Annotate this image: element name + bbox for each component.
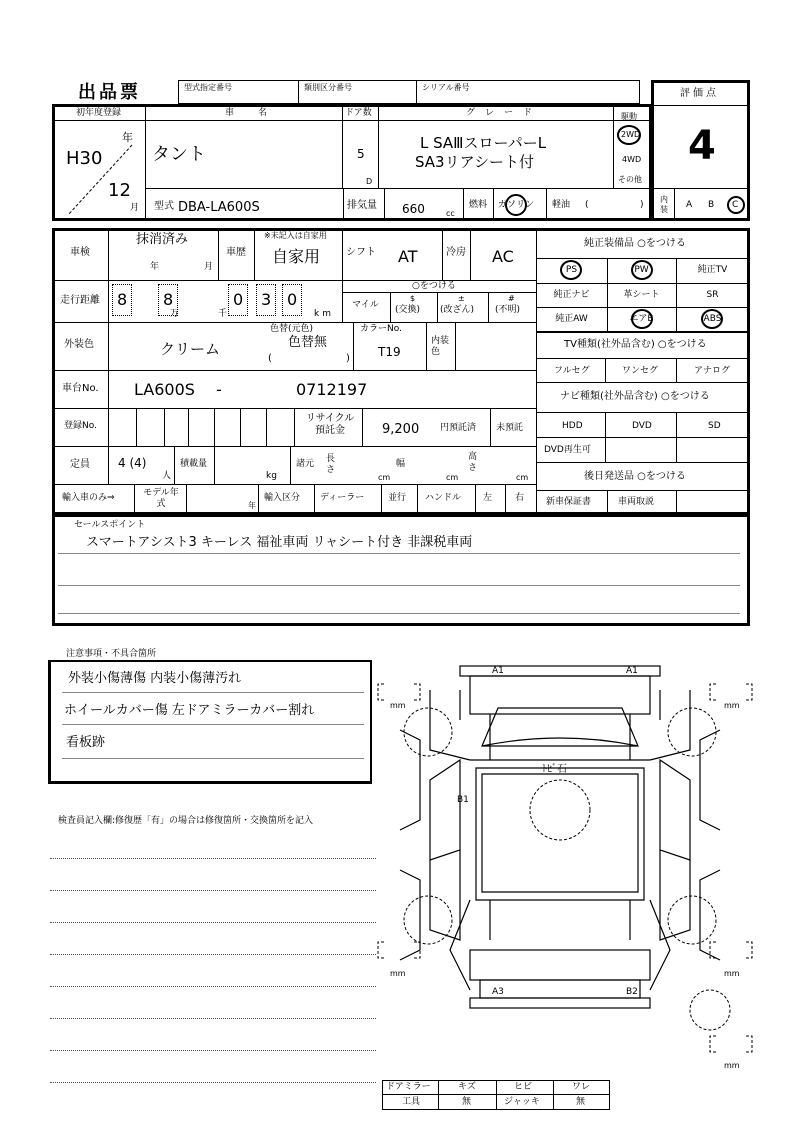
grade-label: グレード (466, 108, 543, 118)
inspector-line (50, 1082, 376, 1083)
model-label: 型式 (154, 201, 174, 212)
legend-header-mirror: ドアミラー (386, 1082, 431, 1092)
reg-no-cell-divider (266, 408, 267, 446)
legend-header-scratch: キズ (458, 1082, 476, 1092)
fuel-paren-open: ( (585, 200, 589, 210)
tv-analog: アナログ (694, 366, 731, 376)
doors-value: 5 (357, 147, 365, 161)
interior-c-circle (727, 196, 745, 214)
height-label: 高さ (468, 452, 478, 473)
equipment-item (676, 258, 750, 284)
inspector-line (50, 858, 376, 859)
equipment-item-label: エアB (629, 314, 654, 324)
month-unit: 月 (130, 203, 140, 213)
model-value: DBA-LA600S (178, 200, 260, 215)
handle-right: 右 (515, 493, 525, 503)
mileage-digit: 0 (233, 290, 244, 309)
legend-jack-value: 無 (576, 1097, 586, 1107)
mileage-label: 走行距離 (60, 295, 100, 306)
equipment-selected-circle (631, 309, 653, 329)
inspector-line (50, 1018, 376, 1019)
reg-no-cell-divider (108, 408, 109, 446)
damage-b1: B1 (457, 795, 469, 805)
equipment-item-label: PS (565, 265, 578, 275)
capacity-label: 定員 (70, 459, 90, 470)
reg-no-cell-divider (214, 408, 215, 446)
sales-point-label: セールスポイント (74, 520, 146, 530)
reg-no-label: 登録No. (64, 421, 97, 431)
reg-no-cell-divider (164, 408, 165, 446)
history-note: ※未記入は自家用 (264, 231, 327, 240)
sales-point-block (52, 514, 750, 626)
mileage-digit-cell (282, 284, 302, 316)
unknown-symbol: # (508, 294, 515, 303)
history-label: 車歴 (226, 247, 246, 258)
recolor-label: 色替(元色) (270, 324, 314, 334)
damage-a1-left: A1 (492, 666, 504, 676)
shift-value: AT (398, 247, 418, 266)
displacement-label: 排気量 (347, 200, 377, 211)
fuel-label: 燃料 (469, 200, 488, 210)
nav-dvd: DVD (632, 421, 652, 431)
model-year-unit: 年 (248, 501, 256, 510)
notes-line-1: 外装小傷薄傷 内装小傷薄汚れ (68, 671, 242, 686)
grade-line2: SA3リアシート付 (415, 153, 535, 171)
equipment-item (676, 307, 750, 332)
chassis-model: LA600S (134, 380, 195, 399)
man-unit: 万 (170, 309, 180, 319)
nav-title: ナビ種類(社外品含む) ○をつける (560, 391, 710, 402)
equipment-item (536, 283, 608, 308)
tamper-option: (改ざん) (440, 305, 475, 315)
serial-number-label: シリアル番号 (422, 83, 470, 92)
equipment-item (536, 258, 608, 284)
equipment-item-label: 革シート (623, 290, 660, 300)
car-name: タント (152, 144, 206, 165)
dealer-option: ディーラー (320, 493, 365, 503)
chassis-label: 車台No. (62, 383, 99, 394)
damage-chip: ﾄﾋﾞ石 (542, 764, 567, 775)
form-title: 出品票 (78, 82, 141, 103)
import-label: 輸入車のみ⇒ (62, 493, 115, 503)
unknown-option: (不明) (495, 305, 521, 315)
cc-unit: cc (446, 209, 455, 218)
recycle-deposited: 円預託済 (440, 423, 477, 433)
interior-b: B (708, 200, 715, 210)
exchange-option: (交換) (395, 305, 421, 315)
km-unit: km (314, 309, 334, 319)
damage-a1-right: A1 (626, 666, 638, 676)
legend-jack: ジャッキ (504, 1097, 540, 1107)
handle-label: ハンドル (425, 493, 462, 503)
equipment-item-label: 純正AW (555, 314, 588, 324)
car-name-label: 車名 (225, 108, 292, 118)
equipment-title: 純正装備品 ○をつける (584, 238, 686, 249)
damage-a3: A3 (492, 987, 504, 997)
header-codes (178, 80, 640, 104)
equipment-item (607, 283, 677, 308)
doors-label: ドア数 (345, 108, 372, 118)
inspection-year-unit: 年 (150, 262, 160, 272)
reg-year: H30 (66, 148, 103, 169)
mileage-digit: 8 (117, 290, 128, 309)
load-label: 積載量 (180, 459, 208, 469)
reg-no-cell-divider (188, 408, 189, 446)
interior-label: 内装 (660, 195, 668, 214)
inspection-value: 抹消済み (136, 232, 189, 247)
reg-month: 12 (108, 180, 131, 201)
tv-title: TV種類(社外品含む) ○をつける (564, 339, 707, 350)
inspector-line (50, 986, 376, 987)
mileage-digit-cell (112, 284, 132, 316)
tv-fullseg: フルセグ (554, 366, 590, 376)
notes-line-3: 看板跡 (66, 735, 106, 750)
interior-a: A (686, 200, 693, 210)
mileage-digit: 8 (163, 290, 174, 309)
inspector-line (50, 922, 376, 923)
fuel-gasoline: ガソリン (498, 200, 535, 210)
mm-bottom-left: mm (390, 969, 406, 978)
exterior-color-value: クリーム (160, 340, 221, 358)
mm-top-left: mm (390, 701, 406, 710)
equipment-item-label: SR (706, 290, 719, 300)
recolor-value: 色替無 (288, 335, 328, 350)
nav-dvd-playback: DVD再生可 (544, 445, 591, 455)
legend-tools: 工具 (402, 1097, 421, 1107)
equipment-item (536, 307, 608, 332)
recolor-paren-open: ( (268, 353, 272, 364)
model-year-label: モデル年式 (143, 488, 179, 509)
first-reg-label: 初年度登録 (76, 108, 122, 118)
ac-value: AC (492, 247, 514, 266)
handle-left: 左 (483, 493, 493, 503)
equipment-item-label: PW (634, 265, 649, 275)
nav-sd: SD (708, 421, 721, 431)
color-no-label: カラーNo. (360, 324, 402, 334)
equipment-selected-circle (560, 260, 582, 280)
class-number-label: 類別区分番号 (304, 83, 352, 92)
later-warranty: 新車保証書 (546, 497, 592, 507)
recycle-amount: 9,200 (382, 422, 420, 437)
maru-label: ○をつける (412, 281, 456, 291)
equipment-item (607, 307, 677, 332)
equipment-item-label: 純正TV (697, 265, 728, 275)
type-number-label: 型式指定番号 (184, 83, 232, 92)
chassis-dash: - (216, 380, 222, 399)
grade-line1: L SAⅢスローパーL (420, 134, 547, 152)
dims-label: 諸元 (296, 459, 315, 469)
width-label: 幅 (396, 459, 406, 469)
length-cm: cm (378, 473, 391, 482)
equipment-item-label: 純正ナビ (553, 290, 590, 300)
shift-label: シフト (346, 247, 376, 258)
legend-header-crack: ヒビ (514, 1082, 533, 1092)
length-label: 長さ (326, 454, 336, 475)
ac-label: 冷房 (446, 247, 466, 258)
equipment-selected-circle (631, 260, 653, 280)
mm-spare: mm (724, 1061, 740, 1070)
equipment-item-label: ABS (703, 314, 722, 324)
later-manual: 車両取説 (618, 497, 655, 507)
score-value: 4 (688, 123, 716, 169)
parallel-option: 並行 (388, 493, 407, 503)
inspection-label: 車検 (70, 247, 90, 258)
mile-option: マイル (352, 300, 379, 310)
inspector-line (50, 890, 376, 891)
sen-unit: 千 (218, 309, 228, 319)
interior-c: C (732, 200, 739, 210)
nav-hdd: HDD (562, 421, 583, 431)
width-cm: cm (446, 473, 459, 482)
exchange-symbol: $ (410, 294, 416, 303)
notes-label: 注意事項・不具合箇所 (66, 649, 157, 659)
mileage-digit-cell (228, 284, 248, 316)
mileage-digit: 0 (287, 290, 298, 309)
equipment-item (676, 283, 750, 308)
tv-oneseg: ワンセグ (622, 366, 659, 376)
inspector-label: 検査員記入欄:修復歴「有」の場合は修復箇所・交換箇所を記入 (58, 816, 314, 826)
mileage-digit: 3 (261, 290, 272, 309)
exterior-color-label: 外装色 (64, 339, 94, 350)
history-value: 自家用 (272, 247, 321, 266)
legend-tools-value: 無 (462, 1097, 472, 1107)
tamper-symbol: ± (458, 294, 465, 303)
interior-color-label: 内装色 (431, 336, 450, 357)
reg-no-cell-divider (136, 408, 137, 446)
drive-4wd: 4WD (622, 155, 642, 164)
damage-b2: B2 (626, 987, 638, 997)
color-no-value: T19 (378, 345, 401, 359)
equipment-selected-circle (701, 309, 723, 329)
drive-label: 駆動 (621, 112, 637, 121)
fuel-paren-close: ) (640, 200, 644, 210)
drive-2wd-circle (617, 125, 641, 145)
capacity-value: 4 (4) (118, 456, 147, 470)
kg-unit: kg (266, 471, 277, 481)
drive-2wd: 2WD (621, 130, 641, 139)
fuel-gasoline-circle (505, 194, 527, 216)
inspector-line (50, 1050, 376, 1051)
person-unit: 人 (162, 471, 172, 481)
mm-bottom-right: mm (724, 969, 740, 978)
doors-d: D (366, 177, 373, 186)
recycle-not-deposited: 未預託 (496, 423, 524, 433)
notes-line-2: ホイールカバー傷 左ドアミラーカバー割れ (64, 703, 315, 718)
score-label: 評価点 (680, 88, 719, 99)
year-unit: 年 (122, 131, 133, 144)
legend-header-break: ワレ (572, 1082, 591, 1092)
displacement-value: 660 (402, 202, 425, 216)
fuel-diesel: 軽油 (552, 200, 571, 210)
equipment-item (607, 258, 677, 284)
drive-other: その他 (618, 175, 642, 184)
sales-point-text: スマートアシスト3 キーレス 福祉車両 リャシート付き 非課税車両 (86, 535, 473, 550)
later-title: 後日発送品 ○をつける (584, 471, 686, 482)
car-damage-diagram (370, 650, 760, 1090)
height-cm: cm (516, 473, 529, 482)
import-type-label: 輸入区分 (264, 493, 301, 503)
recolor-paren-close: ) (346, 353, 350, 364)
chassis-number: 0712197 (296, 380, 368, 399)
reg-no-cell-divider (240, 408, 241, 446)
recycle-label: リサイクル預託金 (305, 413, 355, 436)
inspection-month-unit: 月 (204, 262, 214, 272)
mm-top-right: mm (724, 701, 740, 710)
mileage-digit-cell (256, 284, 276, 316)
inspector-line (50, 954, 376, 955)
